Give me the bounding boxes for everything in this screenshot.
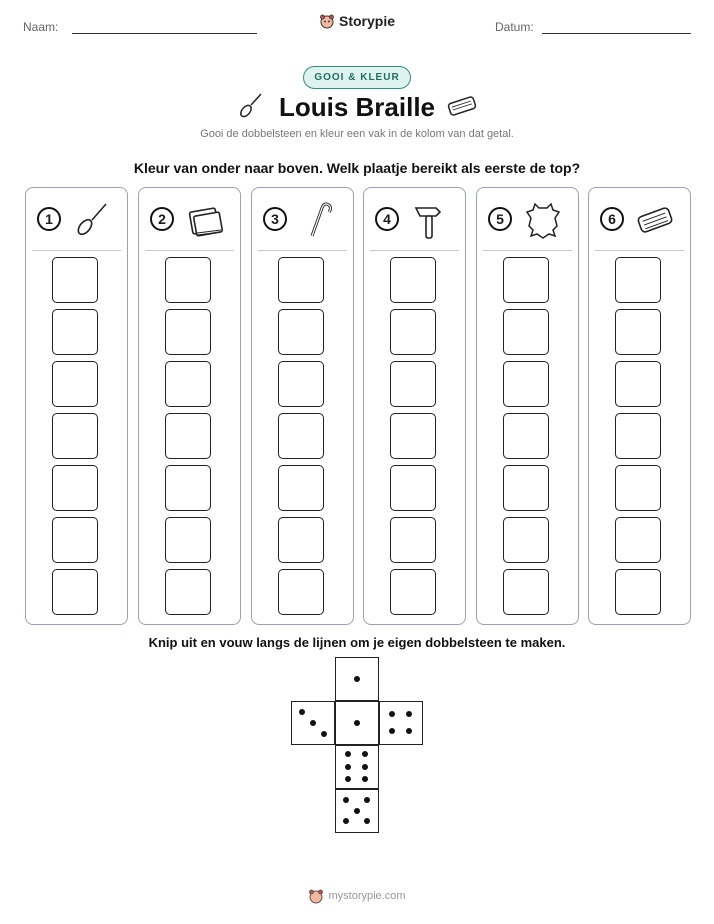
color-box[interactable] [165, 361, 211, 407]
color-box[interactable] [615, 361, 661, 407]
book-icon [185, 200, 225, 240]
color-box[interactable] [390, 517, 436, 563]
dice-column-2 [138, 187, 241, 625]
footer-url: mystorypie.com [328, 890, 406, 902]
column-divider [258, 250, 347, 251]
column-divider [483, 250, 572, 251]
dice-pip [343, 818, 349, 824]
column-number: 4 [375, 207, 399, 231]
hammer-icon [410, 200, 450, 240]
dice-pip [310, 720, 316, 726]
color-box[interactable] [165, 257, 211, 303]
color-box[interactable] [52, 569, 98, 615]
color-box[interactable] [615, 257, 661, 303]
instruction: Kleur van onder naar boven. Welk plaatje bereikt als eerste de top? [133, 160, 581, 176]
color-box[interactable] [278, 465, 324, 511]
dice-pip [343, 797, 349, 803]
dice-pip [406, 711, 412, 717]
color-box[interactable] [52, 309, 98, 355]
dice-pip [364, 818, 370, 824]
color-box[interactable] [278, 257, 324, 303]
dice-pip [345, 751, 351, 757]
color-box[interactable] [390, 309, 436, 355]
brand-logo [0, 13, 714, 29]
dice-column-6 [588, 187, 691, 625]
date-label: Datum: [495, 20, 534, 34]
color-box[interactable] [278, 361, 324, 407]
dice-column-3 [251, 187, 354, 625]
dice-pip [354, 808, 360, 814]
color-box[interactable] [165, 309, 211, 355]
dice-pip [389, 711, 395, 717]
slate-icon [635, 200, 675, 240]
dice-face [379, 701, 423, 745]
awl-icon [72, 200, 112, 240]
color-box[interactable] [503, 517, 549, 563]
color-box[interactable] [52, 517, 98, 563]
color-box[interactable] [52, 361, 98, 407]
color-box[interactable] [390, 413, 436, 459]
color-box[interactable] [52, 413, 98, 459]
dice-pip [345, 764, 351, 770]
color-box[interactable] [615, 517, 661, 563]
dice-pip [354, 676, 360, 682]
color-box[interactable] [390, 569, 436, 615]
brand-name: Storypie [338, 13, 395, 29]
dice-pip [362, 776, 368, 782]
dice-face [335, 701, 379, 745]
color-box[interactable] [165, 569, 211, 615]
column-number: 6 [600, 207, 624, 231]
color-box[interactable] [503, 361, 549, 407]
color-box[interactable] [165, 413, 211, 459]
dice-face [335, 657, 379, 701]
dice-pip [299, 709, 305, 715]
dice-face [335, 745, 379, 789]
dice-face [291, 701, 335, 745]
dice-pip [406, 728, 412, 734]
column-number: 5 [488, 207, 512, 231]
storypie-mascot-icon [308, 888, 324, 904]
column-number: 2 [150, 207, 174, 231]
storypie-mascot-icon [319, 13, 335, 29]
color-box[interactable] [390, 361, 436, 407]
color-box[interactable] [52, 257, 98, 303]
dice-pip [321, 731, 327, 737]
column-divider [32, 250, 121, 251]
slate-icon [446, 94, 478, 118]
color-box[interactable] [503, 309, 549, 355]
date-line[interactable] [542, 33, 691, 34]
leather-hide-icon [523, 200, 563, 240]
color-box[interactable] [278, 309, 324, 355]
dice-pip [362, 751, 368, 757]
color-box[interactable] [503, 413, 549, 459]
dice-pip [389, 728, 395, 734]
column-divider [145, 250, 234, 251]
dice-pip [354, 720, 360, 726]
column-number: 1 [37, 207, 61, 231]
cane-icon [298, 200, 338, 240]
cut-instruction: Knip uit en vouw langs de lijnen om je eigen dobbelsteen te maken. [148, 635, 566, 650]
color-box[interactable] [615, 569, 661, 615]
dice-pip [345, 776, 351, 782]
color-box[interactable] [278, 517, 324, 563]
color-box[interactable] [278, 569, 324, 615]
color-box[interactable] [615, 465, 661, 511]
dice-column-5 [476, 187, 579, 625]
color-box[interactable] [503, 257, 549, 303]
column-number: 3 [263, 207, 287, 231]
activity-badge-wrap [0, 66, 714, 89]
color-box[interactable] [390, 257, 436, 303]
column-divider [370, 250, 459, 251]
color-box[interactable] [278, 413, 324, 459]
dice-pip [364, 797, 370, 803]
name-line[interactable] [72, 33, 257, 34]
activity-badge: GOOI & KLEUR [303, 66, 410, 89]
color-box[interactable] [615, 309, 661, 355]
footer [0, 888, 714, 904]
color-box[interactable] [165, 517, 211, 563]
color-box[interactable] [503, 465, 549, 511]
color-box[interactable] [503, 569, 549, 615]
column-divider [595, 250, 684, 251]
page-title: Louis Braille [278, 92, 436, 122]
name-label: Naam: [23, 20, 59, 34]
subtitle: Gooi de dobbelsteen en kleur een vak in de kolom van dat getal. [200, 128, 514, 140]
color-box[interactable] [390, 465, 436, 511]
dice-column-4 [363, 187, 466, 625]
color-box[interactable] [615, 413, 661, 459]
dice-column-1 [25, 187, 128, 625]
dice-pip [362, 764, 368, 770]
color-box[interactable] [52, 465, 98, 511]
color-box[interactable] [165, 465, 211, 511]
dice-face [335, 789, 379, 833]
